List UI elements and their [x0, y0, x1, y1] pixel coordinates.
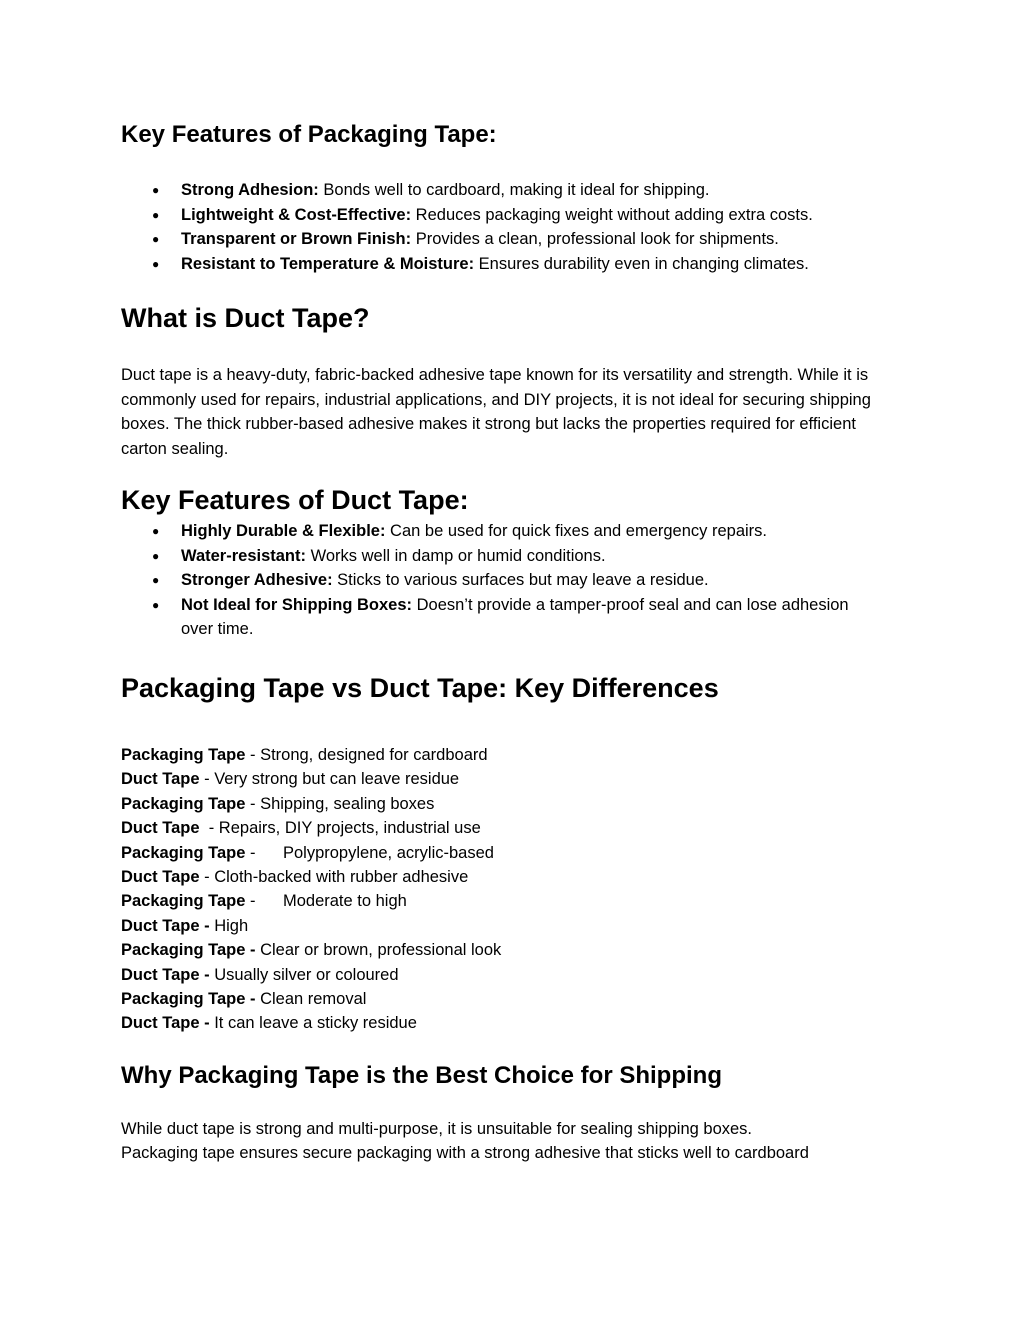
bullet-icon: ●	[152, 183, 160, 197]
bullet-icon: ●	[152, 207, 160, 222]
list-item	[121, 203, 813, 228]
bullet-icon: ●	[152, 597, 160, 612]
bullet-icon: ●	[152, 524, 160, 538]
row-label: Packaging Tape	[121, 843, 246, 862]
comparison-row	[121, 1011, 501, 1035]
row-label: Duct Tape	[121, 770, 200, 789]
row-label: Packaging Tape	[121, 746, 246, 764]
comparison-row	[121, 914, 501, 938]
item-label: Highly Durable & Flexible:	[181, 522, 386, 540]
row-label: Duct Tape	[121, 819, 200, 838]
row-text: - Cloth-backed with rubber adhesive	[199, 868, 469, 887]
bullet-icon: ●	[152, 232, 160, 246]
item-text: Doesn’t provide a tamper-proof seal and can lose adhesion over time.	[181, 595, 849, 638]
why-body-line-2: Packaging tape ensures secure packaging with a strong adhesive that sticks well to cardboard	[121, 1144, 809, 1162]
comparison-row	[121, 767, 501, 791]
list-item	[121, 252, 813, 277]
why-body-line-1: While duct tape is strong and multi-purpose, it is unsuitable for sealing shipping boxes.	[121, 1120, 753, 1138]
list-item	[121, 519, 871, 544]
dt-features-list	[121, 519, 871, 642]
comparison-row	[121, 938, 501, 962]
row-label: Duct Tape -	[121, 916, 210, 935]
differences-list	[121, 743, 501, 1036]
row-text: It can leave a sticky residue	[209, 1014, 417, 1033]
comparison-row	[121, 987, 501, 1011]
item-text: Ensures durability even in changing climates.	[474, 254, 809, 273]
item-label: Water-resistant:	[181, 546, 306, 565]
pt-features-list	[121, 178, 813, 276]
comparison-row	[121, 816, 501, 840]
item-text: Can be used for quick fixes and emergency repairs.	[385, 522, 767, 540]
row-text: - Polypropylene, acrylic-based	[245, 843, 494, 862]
duct-description: Duct tape is a heavy-duty, fabric-backed adhesive tape known for its versatility and strength. While it is commonly used for repairs, industrial applications, and DIY projects, it is not ideal for securing shipping boxes. The thick rubber-based adhesive makes it strong but lacks the properties required for efficient carton sealing.	[121, 366, 871, 458]
row-text: - Repairs, DIY projects, industrial use	[199, 819, 481, 838]
row-label: Duct Tape -	[121, 965, 210, 984]
heading-what-is-duct: What is Duct Tape?	[121, 303, 370, 333]
heading-differences: Packaging Tape vs Duct Tape: Key Differences	[121, 673, 719, 703]
comparison-row	[121, 841, 501, 865]
list-item	[121, 593, 871, 642]
item-text: Sticks to various surfaces but may leave a residue.	[332, 571, 709, 589]
item-label: Stronger Adhesive:	[181, 571, 333, 589]
list-item	[121, 227, 813, 252]
list-item	[121, 178, 813, 203]
comparison-row	[121, 889, 501, 913]
item-label: Transparent or Brown Finish:	[181, 230, 412, 248]
row-text: - Shipping, sealing boxes	[245, 794, 435, 813]
bullet-icon: ●	[152, 256, 160, 271]
item-text: Provides a clean, professional look for shipments.	[411, 230, 779, 248]
item-text: Bonds well to cardboard, making it ideal for shipping.	[318, 181, 710, 199]
row-label: Packaging Tape	[121, 892, 246, 911]
item-text: Reduces packaging weight without adding extra costs.	[411, 205, 813, 224]
row-text: Clear or brown, professional look	[255, 941, 502, 960]
bullet-icon: ●	[152, 573, 160, 587]
item-label: Strong Adhesion:	[181, 181, 319, 199]
row-text: Usually silver or coloured	[209, 965, 399, 984]
row-text: High	[209, 916, 249, 935]
comparison-row	[121, 963, 501, 987]
item-text: Works well in damp or humid conditions.	[306, 546, 606, 565]
row-label: Duct Tape -	[121, 1014, 210, 1033]
list-item	[121, 568, 871, 593]
row-text: - Very strong but can leave residue	[199, 770, 460, 789]
item-label: Not Ideal for Shipping Boxes:	[181, 595, 413, 614]
heading-pt-features: Key Features of Packaging Tape:	[121, 121, 497, 148]
bullet-icon: ●	[152, 548, 160, 563]
row-label: Duct Tape	[121, 868, 200, 887]
row-text: - Strong, designed for cardboard	[245, 746, 488, 764]
row-label: Packaging Tape	[121, 794, 246, 813]
list-item	[121, 544, 871, 569]
item-label: Lightweight & Cost-Effective:	[181, 205, 412, 224]
heading-dt-features: Key Features of Duct Tape:	[121, 485, 469, 515]
row-text: Clean removal	[255, 990, 367, 1009]
heading-why: Why Packaging Tape is the Best Choice for Shipping	[121, 1062, 722, 1089]
row-text: - Moderate to high	[245, 892, 407, 911]
row-label: Packaging Tape -	[121, 941, 256, 960]
row-label: Packaging Tape -	[121, 990, 256, 1009]
comparison-row	[121, 865, 501, 889]
comparison-row	[121, 792, 501, 816]
comparison-row	[121, 743, 501, 767]
item-label: Resistant to Temperature & Moisture:	[181, 254, 475, 273]
